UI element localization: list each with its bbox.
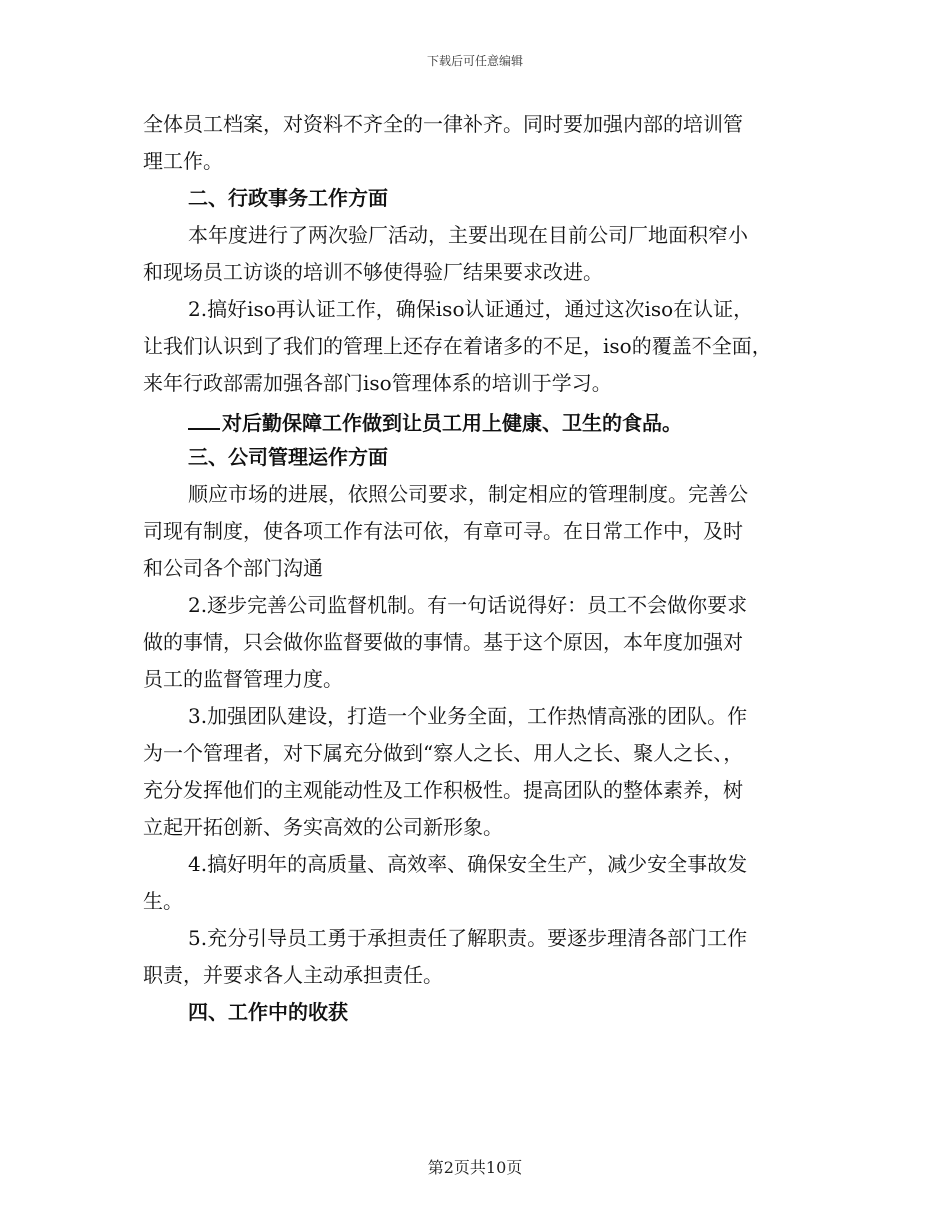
page-footer-number: 第2页共10页 [427,1158,523,1177]
paragraph-line: 立起开拓创新、务实高效的公司新形象。 [143,815,503,839]
paragraph-line: 顺应市场的进展，依照公司要求，制定相应的管理制度。完善公 [188,482,748,506]
paragraph-line: 和现场员工访谈的培训不够使得验厂结果要求改进。 [143,260,603,284]
document-body [143,106,828,1031]
paragraph-line: 职责，并要求各人主动承担责任。 [143,963,443,987]
paragraph-line: 做的事情，只会做你监督要做的事情。基于这个原因，本年度加强对 [143,630,743,654]
section-heading-gains: 四、工作中的收获 [188,1000,348,1024]
paragraph-line: 2.逐步完善公司监督机制。有一句话说得好：员工不会做你要求 [188,593,748,617]
paragraph-line: 全体员工档案，对资料不齐全的一律补齐。同时要加强内部的培训管 [143,112,743,136]
bold-line-logistics [143,402,828,439]
paragraph-line: 和公司各个部门沟通 [143,556,323,580]
paragraph-line: 理工作。 [143,149,223,173]
paragraph-line: 3.加强团队建设，打造一个业务全面，工作热情高涨的团队。作 [188,704,748,728]
paragraph-line: 生。 [143,889,183,913]
section-heading-admin: 二、行政事务工作方面 [188,186,388,210]
paragraph-line: 为一个管理者，对下属充分做到“察人之长、用人之长、聚人之长、， [143,741,744,765]
paragraph-line: 来年行政部需加强各部门iso管理体系的培训于学习。 [143,371,612,395]
paragraph-line: 本年度进行了两次验厂活动，主要出现在目前公司厂地面积窄小 [188,223,748,247]
page-header-note: 下载后可任意编辑 [426,54,523,68]
paragraph-line: 充分发挥他们的主观能动性及工作积极性。提高团队的整体素养，树 [143,778,743,802]
paragraph-line: 2.搞好iso再认证工作，确保iso认证通过，通过这次iso在认证， [188,297,754,321]
bold-line-text: 对后勤保障工作做到让员工用上健康、卫生的食品。 [222,411,682,435]
fill-blank [188,402,220,430]
paragraph-line: 让我们认识到了我们的管理上还存在着诸多的不足，iso的覆盖不全面， [143,334,772,358]
section-heading-management: 三、公司管理运作方面 [188,445,388,469]
paragraph-line: 员工的监督管理力度。 [143,667,343,691]
paragraph-line: 4.搞好明年的高质量、高效率、确保安全生产，减少安全事故发 [188,852,748,876]
paragraph-line: 司现有制度，使各项工作有法可依，有章可寻。在日常工作中，及时 [143,519,743,543]
paragraph-line: 5.充分引导员工勇于承担责任了解职责。要逐步理清各部门工作 [188,926,748,950]
